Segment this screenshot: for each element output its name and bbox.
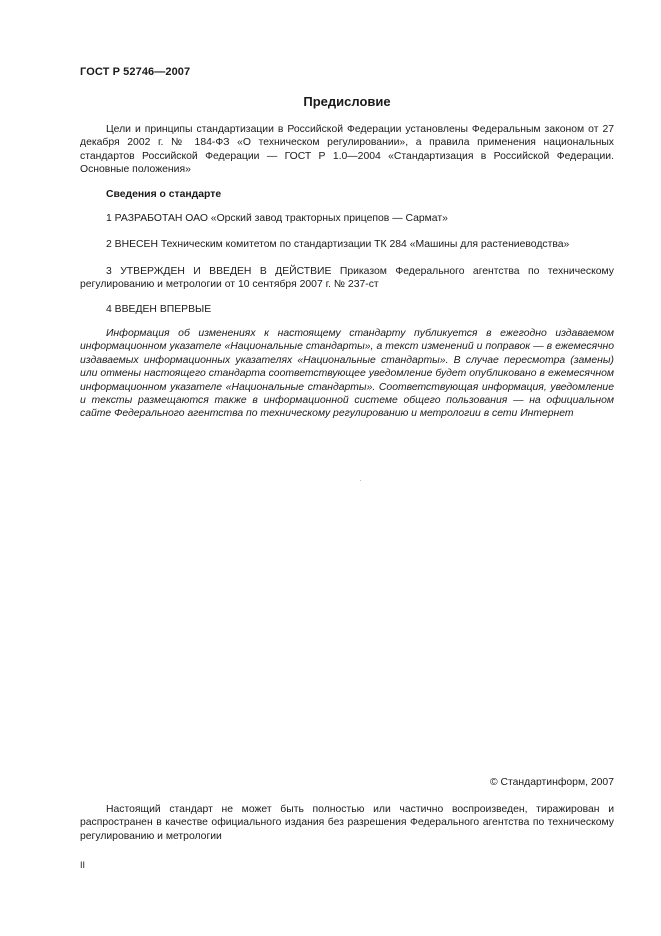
intro-paragraph: Цели и принципы стандартизации в Российской Федерации установлены Федеральным законом от 27 декабря 2002 г. № 184-ФЗ «О техническом регулировании», а правила применения национальных стандартов Российской Федерации — ГОСТ Р 1.0—2004 «Стандартизация в Российской Федерации. Основные положения» [80, 124, 614, 176]
standard-info-item: 1 РАЗРАБОТАН ОАО «Орский завод тракторных прицепов — Сармат» [106, 213, 448, 224]
changes-info-paragraph: Информация об изменениях к настоящему стандарту публикуется в ежегодно издаваемом информационном указателе «Национальные стандарты», а текст изменений и поправок — в ежемесячно издаваемых информационных указателях «Национальные стандарты». В случае пересмотра (замены) или отмены настоящего стандарта соответствующее уведомление будет опубликовано в ежемесячном информационном указателе «Национальные стандарты». Соответствующая информация, уведомление и тексты размещаются также в информационной системе общего пользования — на официальном сайте Федерального агентства по техническому регулированию и метрологии в сети Интернет [80, 328, 614, 420]
standard-info-item: 4 ВВЕДЕН ВПЕРВЫЕ [106, 304, 212, 315]
scan-speck [360, 480, 361, 481]
standard-code: ГОСТ Р 52746—2007 [80, 66, 191, 78]
page-number: II [80, 860, 86, 870]
standard-info-heading: Сведения о стандарте [106, 189, 222, 200]
standard-info-item: 3 УТВЕРЖДЕН И ВВЕДЕН В ДЕЙСТВИЕ Приказом Федерального агентства по техническому регулированию и метрологии от 10 сентября 2007 г. № 237-ст [80, 266, 614, 291]
copyright-line: © Стандартинформ, 2007 [489, 777, 614, 788]
reproduction-notice: Настоящий стандарт не может быть полностью или частично воспроизведен, тиражирован и распространен в качестве официального издания без разрешения Федерального агентства по техническому регулированию и метрологии [80, 804, 614, 842]
standard-info-item: 2 ВНЕСЕН Техническим комитетом по стандартизации ТК 284 «Машины для растениеводства» [106, 239, 570, 250]
page-title: Предисловие [303, 94, 391, 109]
